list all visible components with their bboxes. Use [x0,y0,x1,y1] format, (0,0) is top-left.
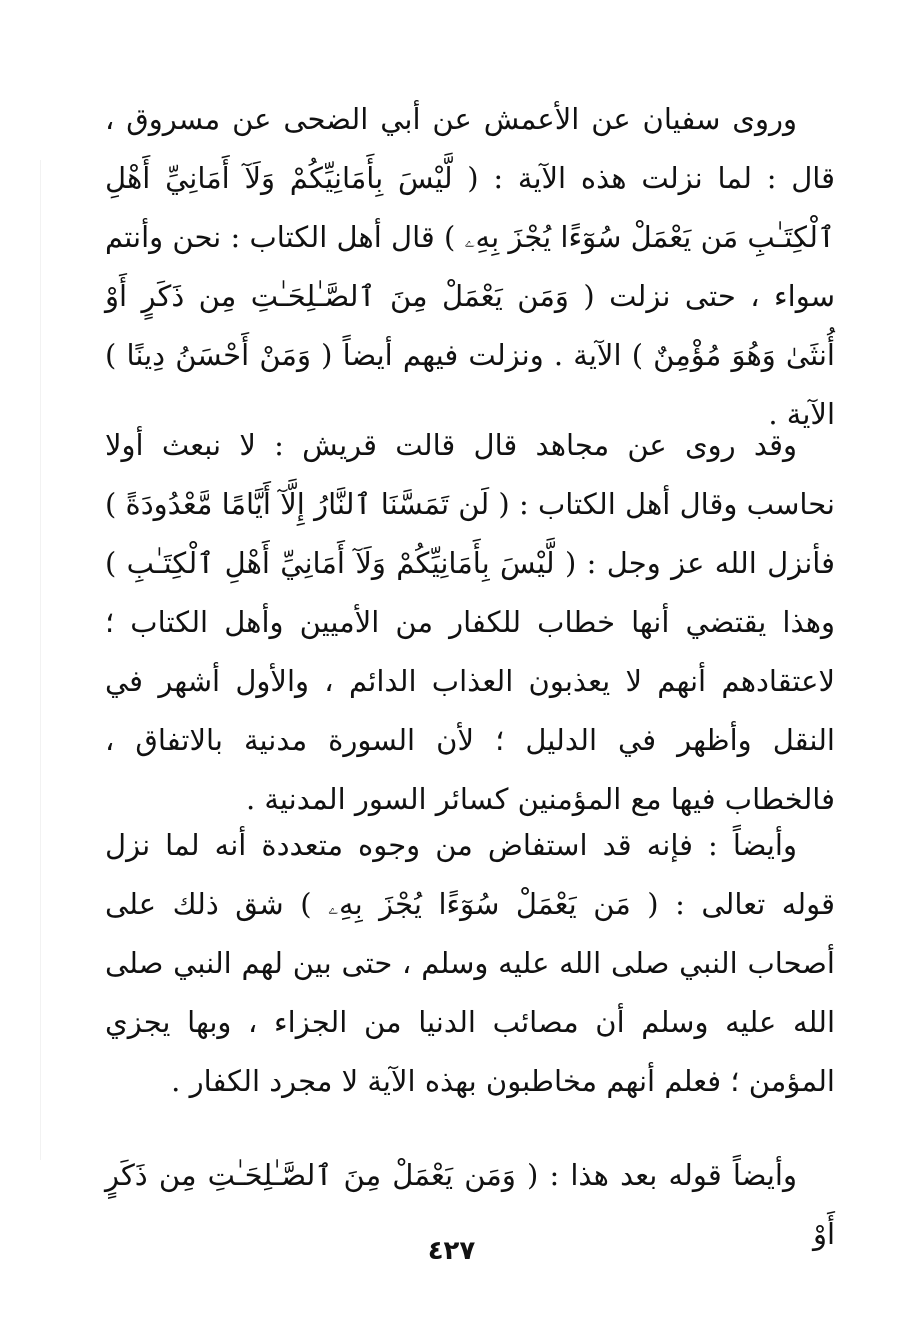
paragraph-2-text: وقد روى عن مجاهد قال قالت قريش : لا نبعث أولا نحاسب وقال أهل الكتاب : ( لَن تَمَسَّنَا ٱلنَّارُ إِلَّآ أَيَّامًا مَّعْدُودَةً ) فأنزل الله عز وجل : ( لَّيْسَ بِأَمَانِيِّكُمْ وَلَآ أَمَانِيِّ أَهْلِ ٱلْكِتَـٰبِ ) وهذا يقتضي أنها خطاب للكفار من الأميين وأهل الكتاب ؛ لاعتقادهم أنهم لا يعذبون العذاب الدائم ، والأول أشهر في النقل وأظهر في الدليل ؛ لأن السورة مدنية بالاتفاق ، فالخطاب فيها مع المؤمنين كسائر السور المدنية . [105,428,835,816]
scan-shadow-line [40,160,41,1160]
paragraph-2 [105,416,835,829]
paragraph-1 [105,90,835,444]
page-number: ٤٢٧ [427,1236,476,1266]
paragraph-3-text: وأيضاً : فإنه قد استفاض من وجوه متعددة أنه لما نزل قوله تعالى : ( مَن يَعْمَلْ سُوٓءًا يُجْزَ بِهِۦ ) شق ذلك على أصحاب النبي صلى الله عليه وسلم ، حتى بين لهم النبي صلى الله عليه وسلم أن مصائب الدنيا من الجزاء ، وبها يجزي المؤمن ؛ فعلم أنهم مخاطبون بهذه الآية لا مجرد الكفار . [105,828,835,1098]
paragraph-1-text: وروى سفيان عن الأعمش عن أبي الضحى عن مسروق ، قال : لما نزلت هذه الآية : ( لَّيْسَ بِأَمَانِيِّكُمْ وَلَآ أَمَانِيِّ أَهْلِ ٱلْكِتَـٰبِ مَن يَعْمَلْ سُوٓءًا يُجْزَ بِهِۦ ) قال أهل الكتاب : نحن وأنتم سواء ، حتى نزلت ( وَمَن يَعْمَلْ مِنَ ٱلصَّـٰلِحَـٰتِ مِن ذَكَرٍ أَوْ أُنثَىٰ وَهُوَ مُؤْمِنٌ ) الآية . ونزلت فيهم أيضاً ( وَمَنْ أَحْسَنُ دِينًا ) الآية . [104,102,835,431]
paragraph-4-text: وأيضاً قوله بعد هذا : ( وَمَن يَعْمَلْ مِنَ ٱلصَّـٰلِحَـٰتِ مِن ذَكَرٍ أَوْ [105,1158,835,1251]
paragraph-3 [105,816,835,1111]
